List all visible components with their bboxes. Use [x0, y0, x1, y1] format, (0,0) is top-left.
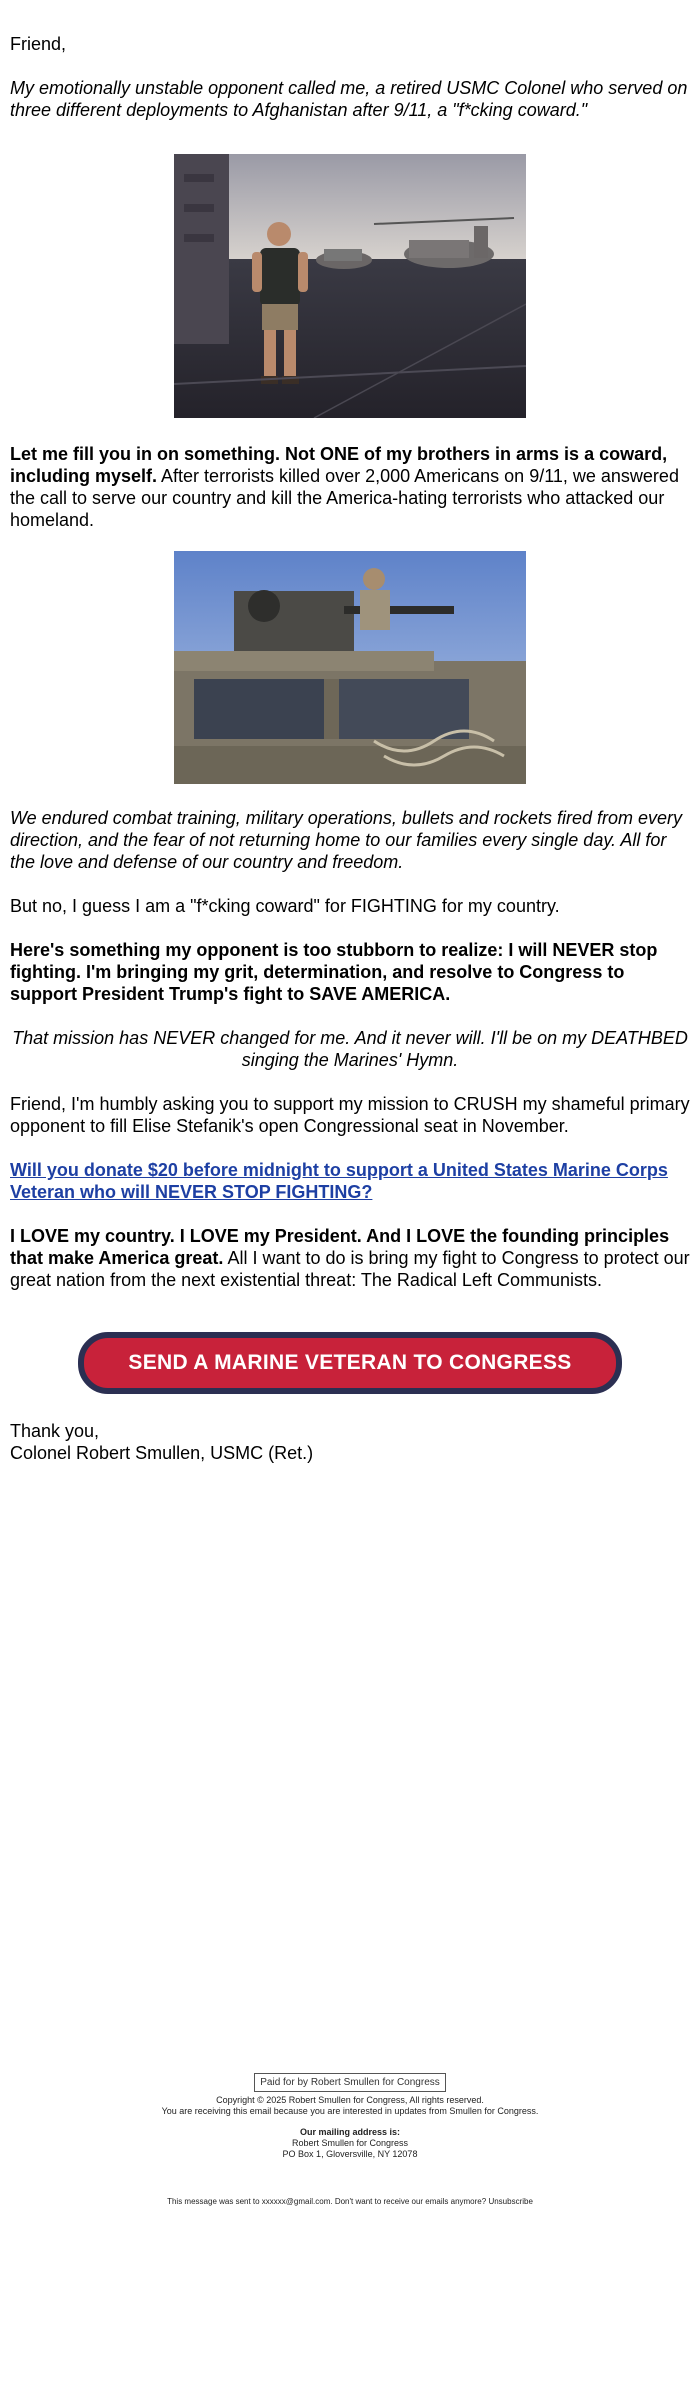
paragraph-fighting-for-country: But no, I guess I am a "f*cking coward" for FIGHTING for my country.: [10, 896, 560, 916]
sent-to-line: [0, 2196, 700, 2207]
paragraph-combat-training: We endured combat training, military operations, bullets and rockets fired from every direction, and the fear of not returning home to our families every single day. All for the love and defense of our country and freedom.: [10, 808, 682, 872]
paragraph-never-stop-fighting: Here's something my opponent is too stubborn to realize: I will NEVER stop fighting. I'm bringing my grit, determination, and resolve to Congress to support President Trump's fight to SAVE AMERICA.: [10, 940, 658, 1004]
photo-humvee-turret: [174, 551, 526, 784]
paragraph-brothers-in-arms-bold: Let me fill you in on something. Not ONE of my brothers in arms is a coward, including myself.: [10, 444, 668, 486]
paragraph-i-love-my-country-rest: All I want to do is bring my fight to Congress to protect our great nation from the next existential threat: The Radical Left Communists.: [10, 1248, 690, 1290]
mailing-address: PO Box 1, Gloversville, NY 12078: [282, 2149, 418, 2159]
photo-colonel-on-ship-deck: [174, 154, 526, 418]
sent-to-text: This message was sent to xxxxxx@gmail.com. Don't want to receive our emails anymore?: [167, 2197, 487, 2206]
mailing-name: Robert Smullen for Congress: [291, 2138, 409, 2148]
paragraph-brothers-in-arms-rest: After terrorists killed over 2,000 Americans on 9/11, we answered the call to serve our country and kill the America-hating terrorists who attacked our homeland.: [10, 466, 679, 530]
unsubscribe-link[interactable]: Unsubscribe: [488, 2197, 533, 2206]
paragraph-mission-unchanged: That mission has NEVER changed for me. And it never will. I'll be on my DEATHBED singing the Marines' Hymn.: [12, 1028, 688, 1070]
cta-button-row: [10, 1332, 690, 1394]
intro-paragraph: My emotionally unstable opponent called me, a retired USMC Colonel who served on three different deployments to Afghanistan after 9/11, a "f*cking coward.": [10, 78, 688, 120]
copyright-line: Copyright © 2025 Robert Smullen for Congress, All rights reserved.: [216, 2095, 484, 2105]
receiving-reason: You are receiving this email because you are interested in updates from Smullen for Congress.: [161, 2106, 539, 2116]
email-footer: [0, 2073, 700, 2207]
paragraph-i-love-my-country-bold: I LOVE my country. I LOVE my President. And I LOVE the founding principles that make America great.: [10, 1226, 670, 1268]
paragraph-i-love-my-country: [10, 1225, 690, 1291]
donate-link[interactable]: Will you donate $20 before midnight to support a United States Marine Corps Veteran who will NEVER STOP FIGHTING?: [10, 1160, 668, 1202]
mailing-address-title: Our mailing address is:: [299, 2127, 401, 2137]
paid-for-disclaimer: Paid for by Robert Smullen for Congress: [254, 2073, 446, 2092]
signature: Colonel Robert Smullen, USMC (Ret.): [10, 1443, 314, 1463]
donate-paragraph: [10, 1159, 690, 1203]
paragraph-support-mission: Friend, I'm humbly asking you to support my mission to CRUSH my shameful primary opponent to fill Elise Stefanik's open Congressional seat in November.: [10, 1094, 690, 1136]
send-marine-veteran-button[interactable]: SEND A MARINE VETERAN TO CONGRESS: [78, 1332, 622, 1394]
paragraph-brothers-in-arms: [10, 443, 690, 531]
signoff: Thank you,: [10, 1421, 100, 1441]
greeting: Friend,: [10, 34, 67, 54]
